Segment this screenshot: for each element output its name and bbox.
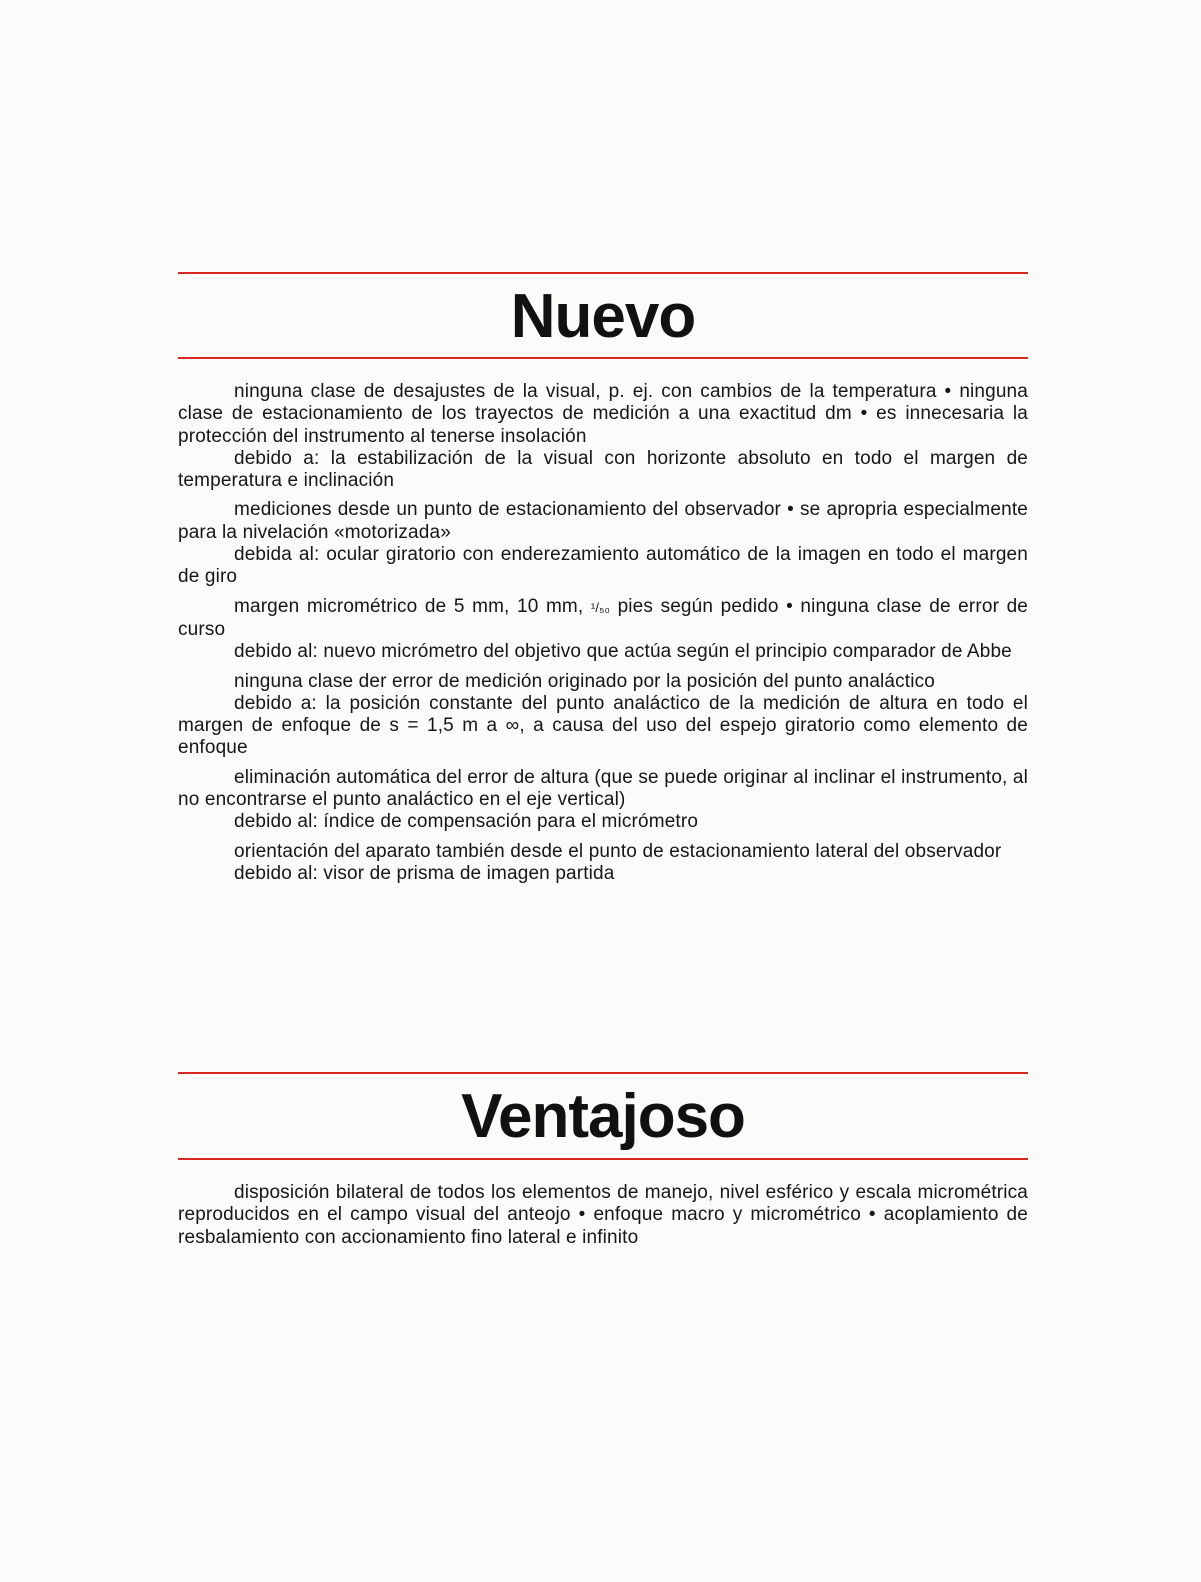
feature-block (178, 1182, 1028, 1249)
feature-reason: debido a: la posición constante del punto analáctico de la medición de altura en todo el margen de enfoque de s = 1,5 m a ∞, a causa del uso del espejo giratorio como elemento de enfoque (178, 692, 1028, 759)
feature-block (178, 381, 1028, 492)
red-rule-bottom (178, 357, 1028, 359)
section-ventajoso (178, 1072, 1028, 1272)
red-rule-bottom (178, 1158, 1028, 1160)
feature-block (178, 767, 1028, 834)
feature-reason: debido al: nuevo micrómetro del objetivo que actúa según el principio comparador de Abbe (234, 641, 1012, 663)
feature-text-start: margen micrométrico de 5 mm, 10 mm, (234, 595, 584, 617)
feature-text: mediciones desde un punto de estacionamiento del observador • se apropria especialmente para la nivelación «motorizada» (178, 499, 1028, 543)
section-heading: Ventajoso (461, 1082, 745, 1151)
red-rule-top (178, 1072, 1028, 1074)
feature-reason: debida al: ocular giratorio con enderezamiento automático de la imagen en todo el margen de giro (178, 544, 1028, 588)
feature-block (178, 841, 1028, 886)
feature-text (178, 596, 1028, 642)
section-heading: Nuevo (510, 282, 696, 351)
feature-block (178, 671, 1028, 760)
feature-block (178, 499, 1028, 588)
section-body (178, 381, 1028, 892)
fraction: ¹/₅₀ (590, 599, 611, 615)
feature-text: disposición bilateral de todos los elementos de manejo, nivel esférico y escala micrométrica reproducidos en el campo visual del anteojo • enfoque macro y micrométrico • acoplamiento de resbalamiento con accionamiento fino lateral e infinito (178, 1182, 1028, 1248)
section-nuevo (178, 272, 1028, 972)
feature-text: eliminación automática del error de altura (que se puede originar al inclinar el instrumento, al no encontrarse el punto analáctico en el eje vertical) (178, 766, 1028, 811)
feature-block (178, 596, 1028, 664)
feature-text: ninguna clase de desajustes de la visual, p. ej. con cambios de la temperatura • ninguna clase de estacionamiento de los trayectos de medición a una exactitud dm • es innecesaria la protección del instrumento al tenerse insolación (178, 381, 1028, 447)
red-rule-top (178, 272, 1028, 274)
feature-text-end: pies según pedido • ninguna clase de error de curso (178, 595, 1029, 640)
feature-reason: debido al: índice de compensación para el micrómetro (234, 811, 699, 833)
feature-reason: debido al: visor de prisma de imagen partida (234, 862, 615, 884)
section-body (178, 1182, 1028, 1256)
feature-reason: debido a: la estabilización de la visual con horizonte absoluto en todo el margen de temperatura e inclinación (178, 447, 1028, 492)
feature-text: ninguna clase der error de medición originado por la posición del punto analáctico (234, 670, 935, 692)
feature-text: orientación del aparato también desde el punto de estacionamiento lateral del observador (234, 840, 1002, 862)
